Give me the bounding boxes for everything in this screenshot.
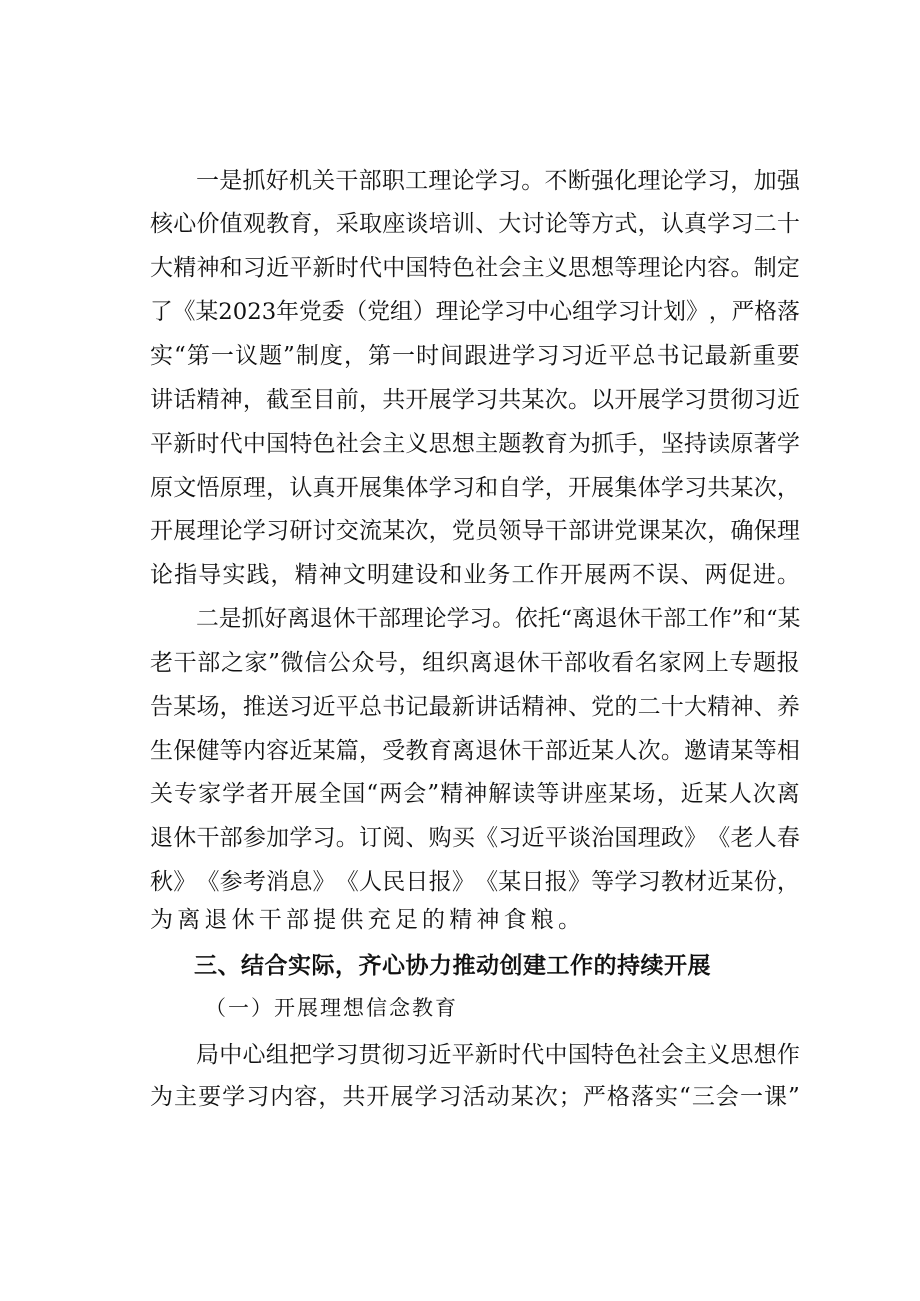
paragraph-line: 大 精 神 和 习 近 平 新 时 代 中 国 特 色 社 会 主 义 思 想 等 理 论 内 容 。 制 定: [150, 255, 800, 281]
paragraph-line: 平 新 时 代 中 国 特 色 社 会 主 义 思 想 主 题 教 育 为 抓 手 ， 坚 持 读 原 著 学: [150, 431, 800, 457]
paragraph-line: 关 专 家 学 者 开 展 全 国 “ 两 会 ” 精 神 解 读 等 讲 座 某 场 ， 近 某 人 次 离: [150, 781, 800, 807]
paragraph-line: 为 主 要 学 习 内 容 ， 共 开 展 学 习 活 动 某 次 ； 严 格 落 实 “ 三 会 一 课 ”: [150, 1084, 800, 1110]
paragraph-line: 局 中 心 组 把 学 习 贯 彻 习 近 平 新 时 代 中 国 特 色 社 会 主 义 思 想 作: [196, 1042, 800, 1068]
paragraph-line: 讲 话 精 神 ， 截 至 目 前 ， 共 开 展 学 习 共 某 次 。 以 开 展 学 习 贯 彻 习 近: [150, 387, 800, 413]
paragraph-line: 一 是 抓 好 机 关 干 部 职 工 理 论 学 习 。 不 断 强 化 理 论 学 习 ， 加 强: [196, 168, 800, 194]
paragraph-line: 二 是 抓 好 离 退 休 干 部 理 论 学 习 。 依 托 “ 离 退 休 干 部 工 作 ” 和 “ 某: [196, 606, 801, 632]
paragraph-line: 了 《 某 2023 年 党 委 （ 党 组 ） 理 论 学 习 中 心 组 学 习 计 划 》 ， 严 格 落: [150, 299, 800, 325]
paragraph-line: 秋 》 《 参 考 消 息 》 《 人 民 日 报 》 《 某 日 报 》 等 学 习 教 材 近 某 份 ，: [150, 869, 800, 895]
paragraph-line: 论 指 导 实 践 ， 精 神 文 明 建 设 和 业 务 工 作 开 展 两 不 误 、 两 促 进 。: [150, 562, 800, 588]
paragraph-line: 原 文 悟 原 理 ， 认 真 开 展 集 体 学 习 和 自 学 ， 开 展 集 体 学 习 共 某 次 ，: [150, 475, 800, 501]
paragraph-line: 开 展 理 论 学 习 研 讨 交 流 某 次 ， 党 员 领 导 干 部 讲 党 课 某 次 ， 确 保 理: [150, 518, 800, 544]
subsection-heading: （一）开展理想信念教育: [205, 996, 458, 1020]
paragraph-line: 核 心 价 值 观 教 育 ， 采 取 座 谈 培 训 、 大 讨 论 等 方 式 ， 认 真 学 习 二 十: [150, 211, 800, 237]
section-heading: 三、结合实际，齐心协力推动创建工作的持续开展: [194, 953, 711, 979]
paragraph-line: 退 休 干 部 参 加 学 习 。 订 阅 、 购 买 《 习 近 平 谈 治 国 理 政 》 《 老 人 春: [150, 825, 800, 851]
paragraph-line: 实 “ 第 一 议 题 ” 制 度 ， 第 一 时 间 跟 进 学 习 习 近 平 总 书 记 最 新 重 要: [150, 343, 800, 369]
paragraph-line: 告 某 场 ， 推 送 习 近 平 总 书 记 最 新 讲 话 精 神 、 党 的 二 十 大 精 神 、 养: [150, 694, 800, 720]
paragraph-line: 为离退休干部提供充足的精神食粮。: [150, 907, 586, 933]
paragraph-line: 老 干 部 之 家 ” 微 信 公 众 号 ， 组 织 离 退 休 干 部 收 看 名 家 网 上 专 题 报: [150, 650, 800, 676]
paragraph-line: 生 保 健 等 内 容 近 某 篇 ， 受 教 育 离 退 休 干 部 近 某 人 次 。 邀 请 某 等 相: [150, 738, 800, 764]
